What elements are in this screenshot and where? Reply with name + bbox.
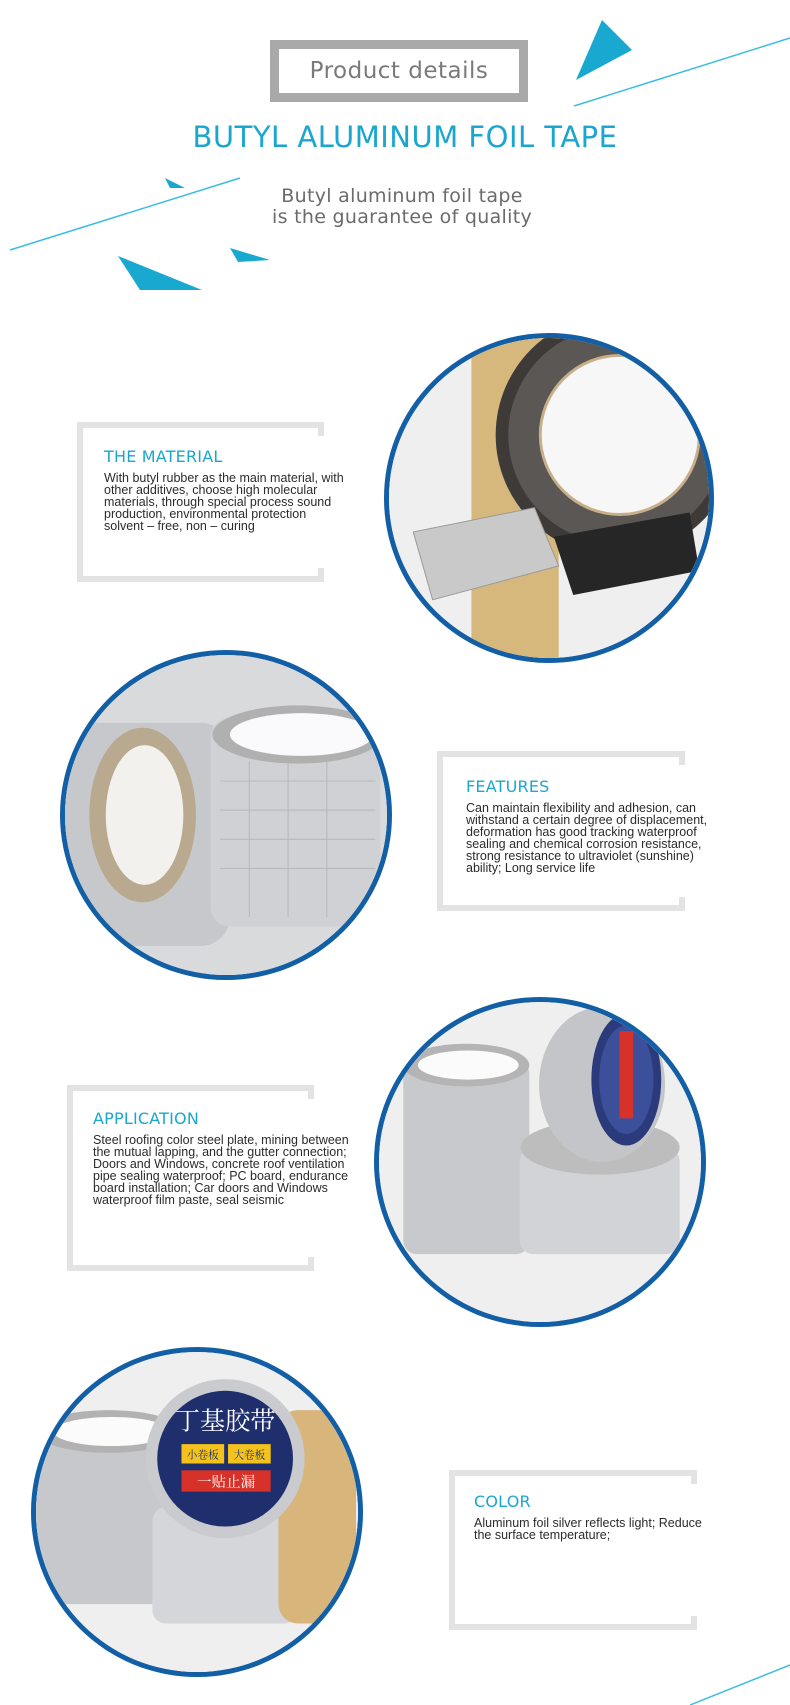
product-image-1	[384, 333, 714, 663]
material-body: With butyl rubber as the main material, with other additives, choose high molecular materials, through special process sound production, environmental protection solvent – free, non – curing	[104, 471, 344, 533]
color-info	[474, 1492, 714, 1541]
product-details-box	[270, 40, 528, 102]
material-heading: THE MATERIAL	[104, 447, 223, 466]
label-cn-tag1: 小卷板	[186, 1448, 219, 1462]
color-heading: COLOR	[474, 1492, 531, 1511]
page-subtitle	[0, 186, 790, 228]
product-image-3	[374, 997, 706, 1327]
features-body: Can maintain flexibility and adhesion, can withstand a certain degree of displacement, deformation has good tracking waterproof sealing and chemical corrosion resistance, strong resistance to ultraviolet (sunshine) ability; Long service life	[466, 801, 708, 875]
label-cn-tag2: 大卷板	[233, 1448, 266, 1462]
application-body: Steel roofing color steel plate, mining between the mutual lapping, and the gutter connection; Doors and Windows, concrete roof ventilation pipe sealing waterproof; PC board, endurance board installation; Car doors and Windows waterproof film paste, seal seismic	[93, 1133, 349, 1207]
color-body: Aluminum foil silver reflects light; Reduce the surface temperature;	[474, 1516, 702, 1542]
label-cn-brand: 丁基胶带	[174, 1406, 276, 1436]
product-image-4	[31, 1347, 363, 1677]
product-image-2	[60, 650, 392, 980]
page-title: BUTYL ALUMINUM FOIL TAPE	[192, 120, 618, 154]
features-info	[466, 777, 716, 874]
subtitle-line-2: is the guarantee of quality	[272, 206, 532, 228]
label-cn-slogan: 一贴止漏	[197, 1474, 256, 1491]
material-info	[104, 447, 349, 532]
decor-bottom-right	[690, 1660, 790, 1705]
decor-top-right	[560, 20, 790, 120]
application-info	[93, 1109, 355, 1206]
subtitle-line-1: Butyl aluminum foil tape	[281, 185, 523, 207]
product-details-label: Product details	[309, 58, 489, 84]
application-heading: APPLICATION	[93, 1109, 200, 1128]
features-heading: FEATURES	[466, 777, 550, 796]
